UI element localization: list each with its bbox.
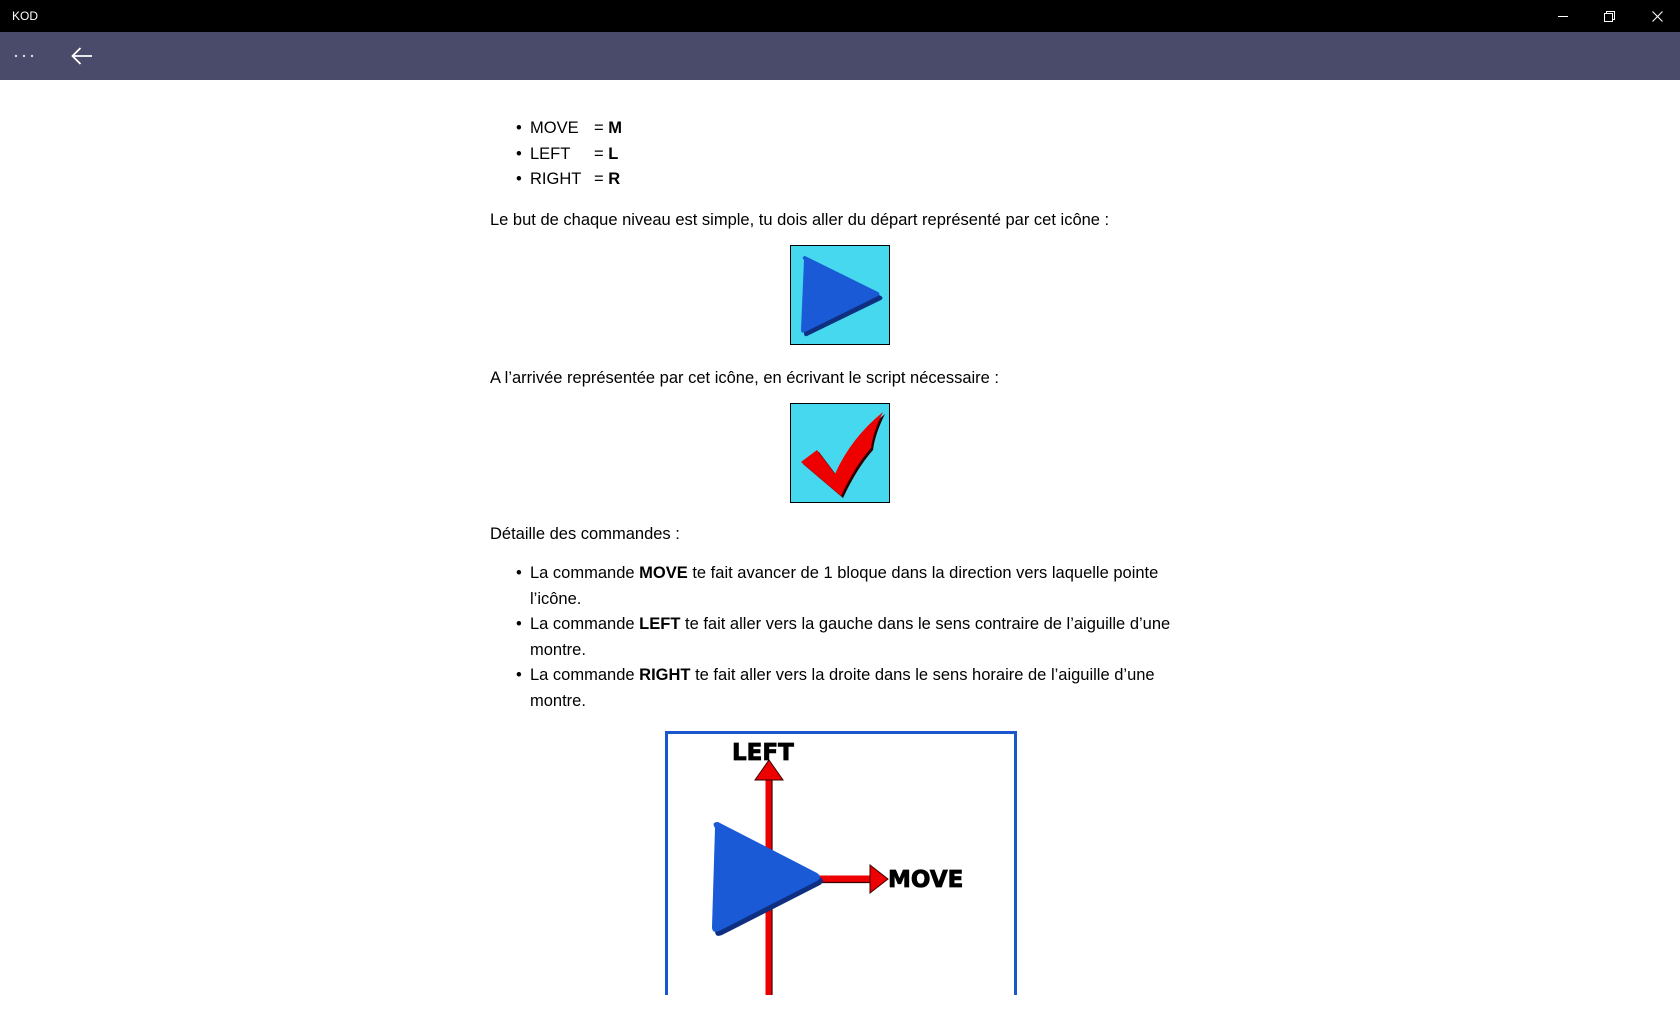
list-item: • La commande RIGHT te fait aller vers la droite dans le sens horaire de l’aiguille d’une montre.: [516, 666, 1155, 710]
finish-sentence: A l’arrivée représentée par cet icône, en écrivant le script nécessaire :: [490, 369, 1000, 387]
more-button[interactable]: [0, 32, 48, 80]
list-item: • LEFT = L: [516, 144, 619, 163]
play-icon: [790, 245, 890, 345]
left-label: LEFT: [732, 740, 794, 766]
list-item: • RIGHT = R: [516, 170, 621, 188]
restore-button[interactable]: [1586, 0, 1632, 32]
direction-diagram: [665, 731, 1017, 995]
move-label: MOVE: [888, 867, 964, 893]
minimize-icon: [1558, 11, 1568, 21]
list-item: • MOVE = M: [516, 119, 622, 137]
list-item: • La commande MOVE te fait avancer de 1 bloque dans la direction vers laquelle pointe l’icône.: [516, 564, 1159, 608]
close-button[interactable]: [1634, 0, 1680, 32]
checkmark-icon: [790, 403, 890, 503]
close-icon: [1652, 11, 1663, 22]
document-view[interactable]: [0, 80, 1680, 995]
more-icon: [14, 54, 34, 58]
back-arrow-icon: [71, 47, 93, 65]
back-button[interactable]: [58, 32, 106, 80]
details-heading: Détaille des commandes :: [490, 525, 680, 543]
start-sentence: Le but de chaque niveau est simple, tu dois aller du départ représenté par cet icône :: [490, 211, 1110, 229]
abbreviation-list: [490, 116, 1210, 193]
restore-icon: [1604, 11, 1615, 22]
app-title: KOD: [12, 9, 39, 23]
move-arrow-head: [870, 865, 888, 893]
app-toolbar: [0, 32, 1680, 80]
command-details-list: [490, 561, 1210, 714]
title-bar: [0, 0, 1680, 32]
list-item: • La commande LEFT te fait aller vers la gauche dans le sens contraire de l’aiguille d’une montre.: [516, 615, 1171, 659]
minimize-button[interactable]: [1540, 0, 1586, 32]
